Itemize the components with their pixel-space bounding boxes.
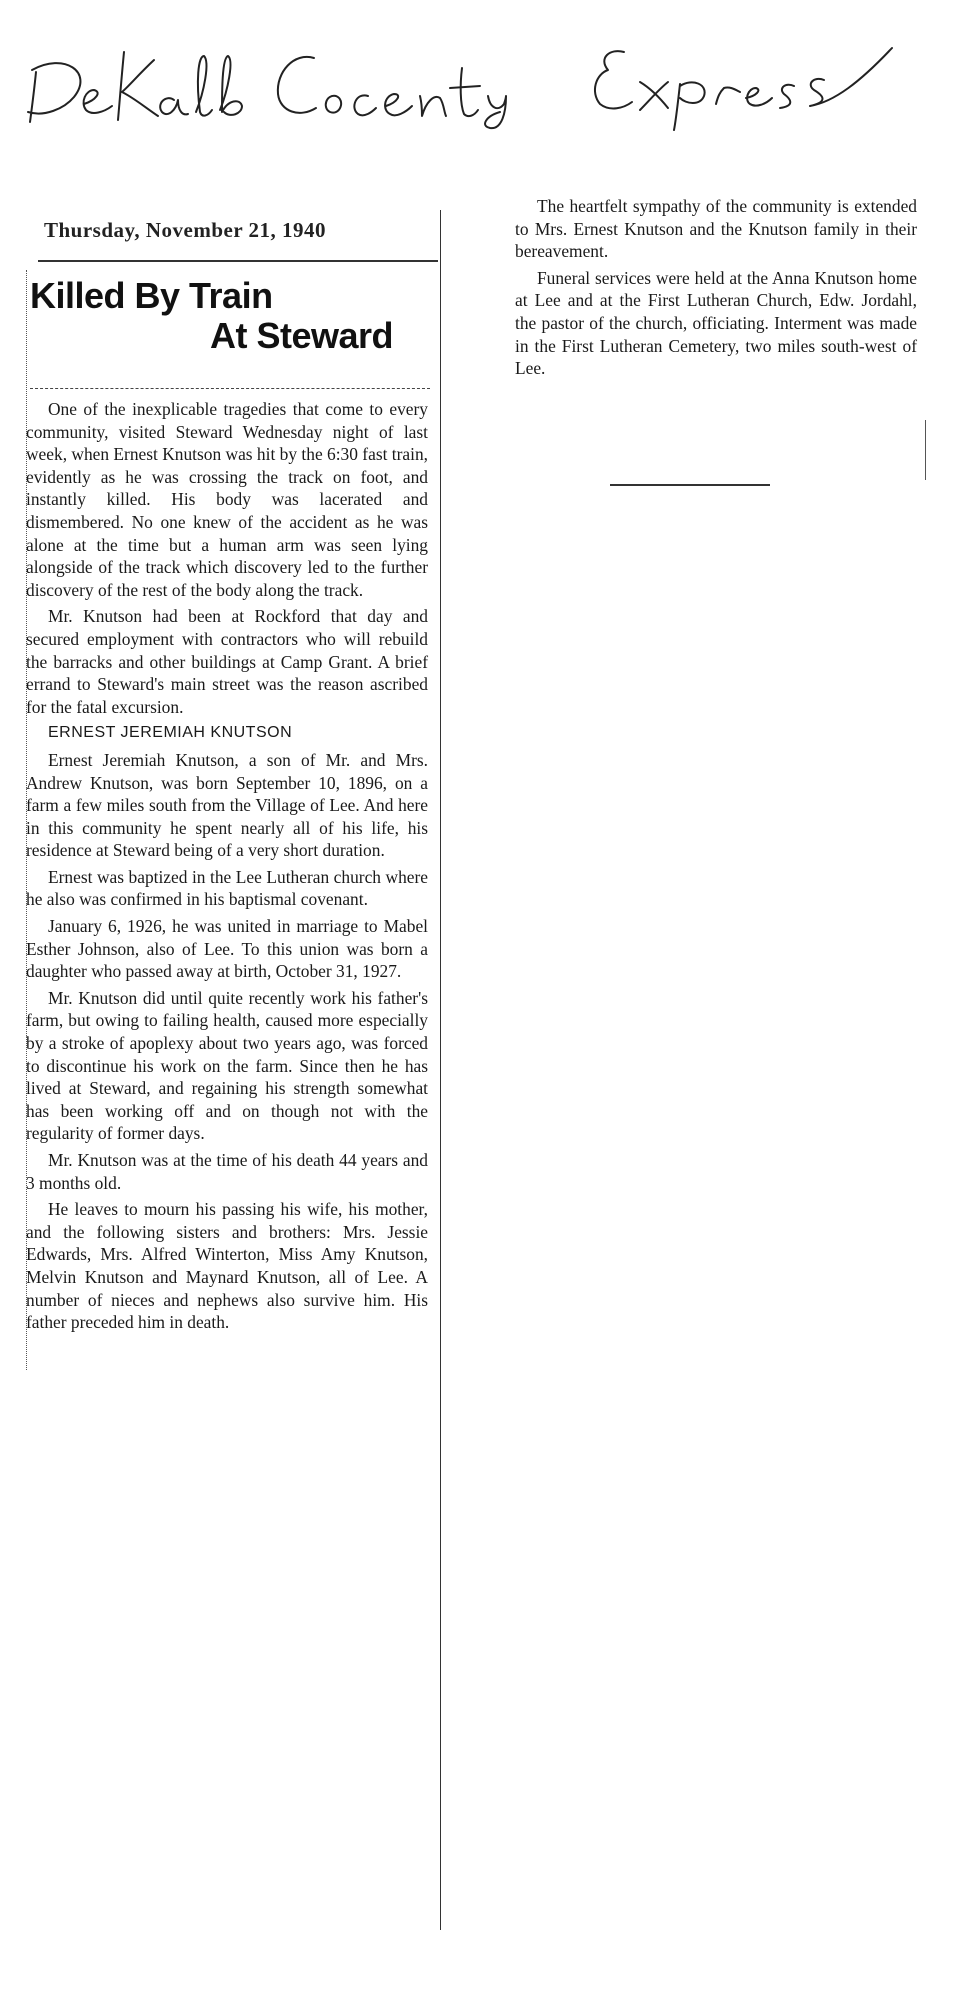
- clipping-edge: [925, 420, 926, 480]
- handwriting-strokes: [24, 12, 904, 132]
- paragraph-age: Mr. Knutson was at the time of his death 44 years and 3 months old.: [26, 1150, 428, 1193]
- paragraph-survivors: He leaves to mourn his passing his wife, his mother, and the following sisters and brothers: Mrs. Jessie Edwards, Mrs. Alfred Winterton, Miss Amy Knutson, Melvin Knutson and Maynard Knutson, all of Lee. A number of nieces and nephews also survive him. His father preceded him in death.: [26, 1199, 428, 1333]
- dateline-rule: [38, 260, 438, 262]
- paragraph-employment: Mr. Knutson had been at Rockford that day and secured employment with contractors who will rebuild the barracks and other buildings at Camp Grant. A brief errand to Steward's main street was the reason ascribed for the fatal excursion.: [26, 606, 428, 717]
- clipping-right-column: [515, 195, 923, 495]
- paragraph-baptism: Ernest was baptized in the Lee Lutheran church where he also was confirmed in his baptismal covenant.: [26, 866, 428, 910]
- paragraph-health: Mr. Knutson did until quite recently work his father's farm, but owing to failing health, caused more especially by a stroke of apoplexy about two years ago, was forced to discontinue his work on the farm. Since then he has lived at Steward, and regaining his strength somewhat has been working off and on though not with the regularity of former days.: [26, 987, 428, 1144]
- end-rule: [610, 484, 770, 486]
- headline-line-2: At Steward: [210, 315, 394, 356]
- headline-line-1: Killed By Train: [30, 275, 273, 316]
- paragraph-funeral: Funeral services were held at the Anna Knutson home at Lee and at the First Lutheran Church, Edw. Jordahl, the pastor of the church, officiating. Interment was made in the First Lutheran Cemetery, two miles south-west of Lee.: [515, 267, 917, 379]
- headline: [30, 276, 430, 356]
- paragraph-accident: One of the inexplicable tragedies that come to every community, visited Steward Wednesday night of last week, when Ernest Knutson was hit by the 6:30 fast train, evidently as he was crossing the track on foot, and instantly killed. His body was lacerated and dismembered. No one knew of the accident as he was alone at the time but a human arm was seen lying alongside of the track which discovery led to the further discovery of the rest of the body along the track.: [26, 399, 428, 600]
- clipping-edge-right: [440, 210, 442, 1930]
- subhead-name: ERNEST JEREMIAH KNUTSON: [48, 724, 293, 742]
- clipping-left-column: [26, 200, 444, 1945]
- article-continuation: [515, 195, 917, 384]
- paragraph-marriage: January 6, 1926, he was united in marriage to Mabel Esther Johnson, also of Lee. To this union was born a daughter who passed away at birth, October 31, 1927.: [26, 916, 428, 982]
- paragraph-birth: Ernest Jeremiah Knutson, a son of Mr. and Mrs. Andrew Knutson, was born September 10, 1896, on a farm a few miles south from the Village of Lee. And here in this community he spent nearly all of his life, his residence at Steward being of a very short duration.: [26, 749, 428, 861]
- article-body: [26, 398, 428, 1338]
- handwritten-title: [24, 12, 904, 132]
- paragraph-sympathy: The heartfelt sympathy of the community is extended to Mrs. Ernest Knutson and the Knutson family in their bereavement.: [515, 196, 917, 262]
- headline-rule: [30, 388, 430, 389]
- dateline: Thursday, November 21, 1940: [44, 218, 327, 242]
